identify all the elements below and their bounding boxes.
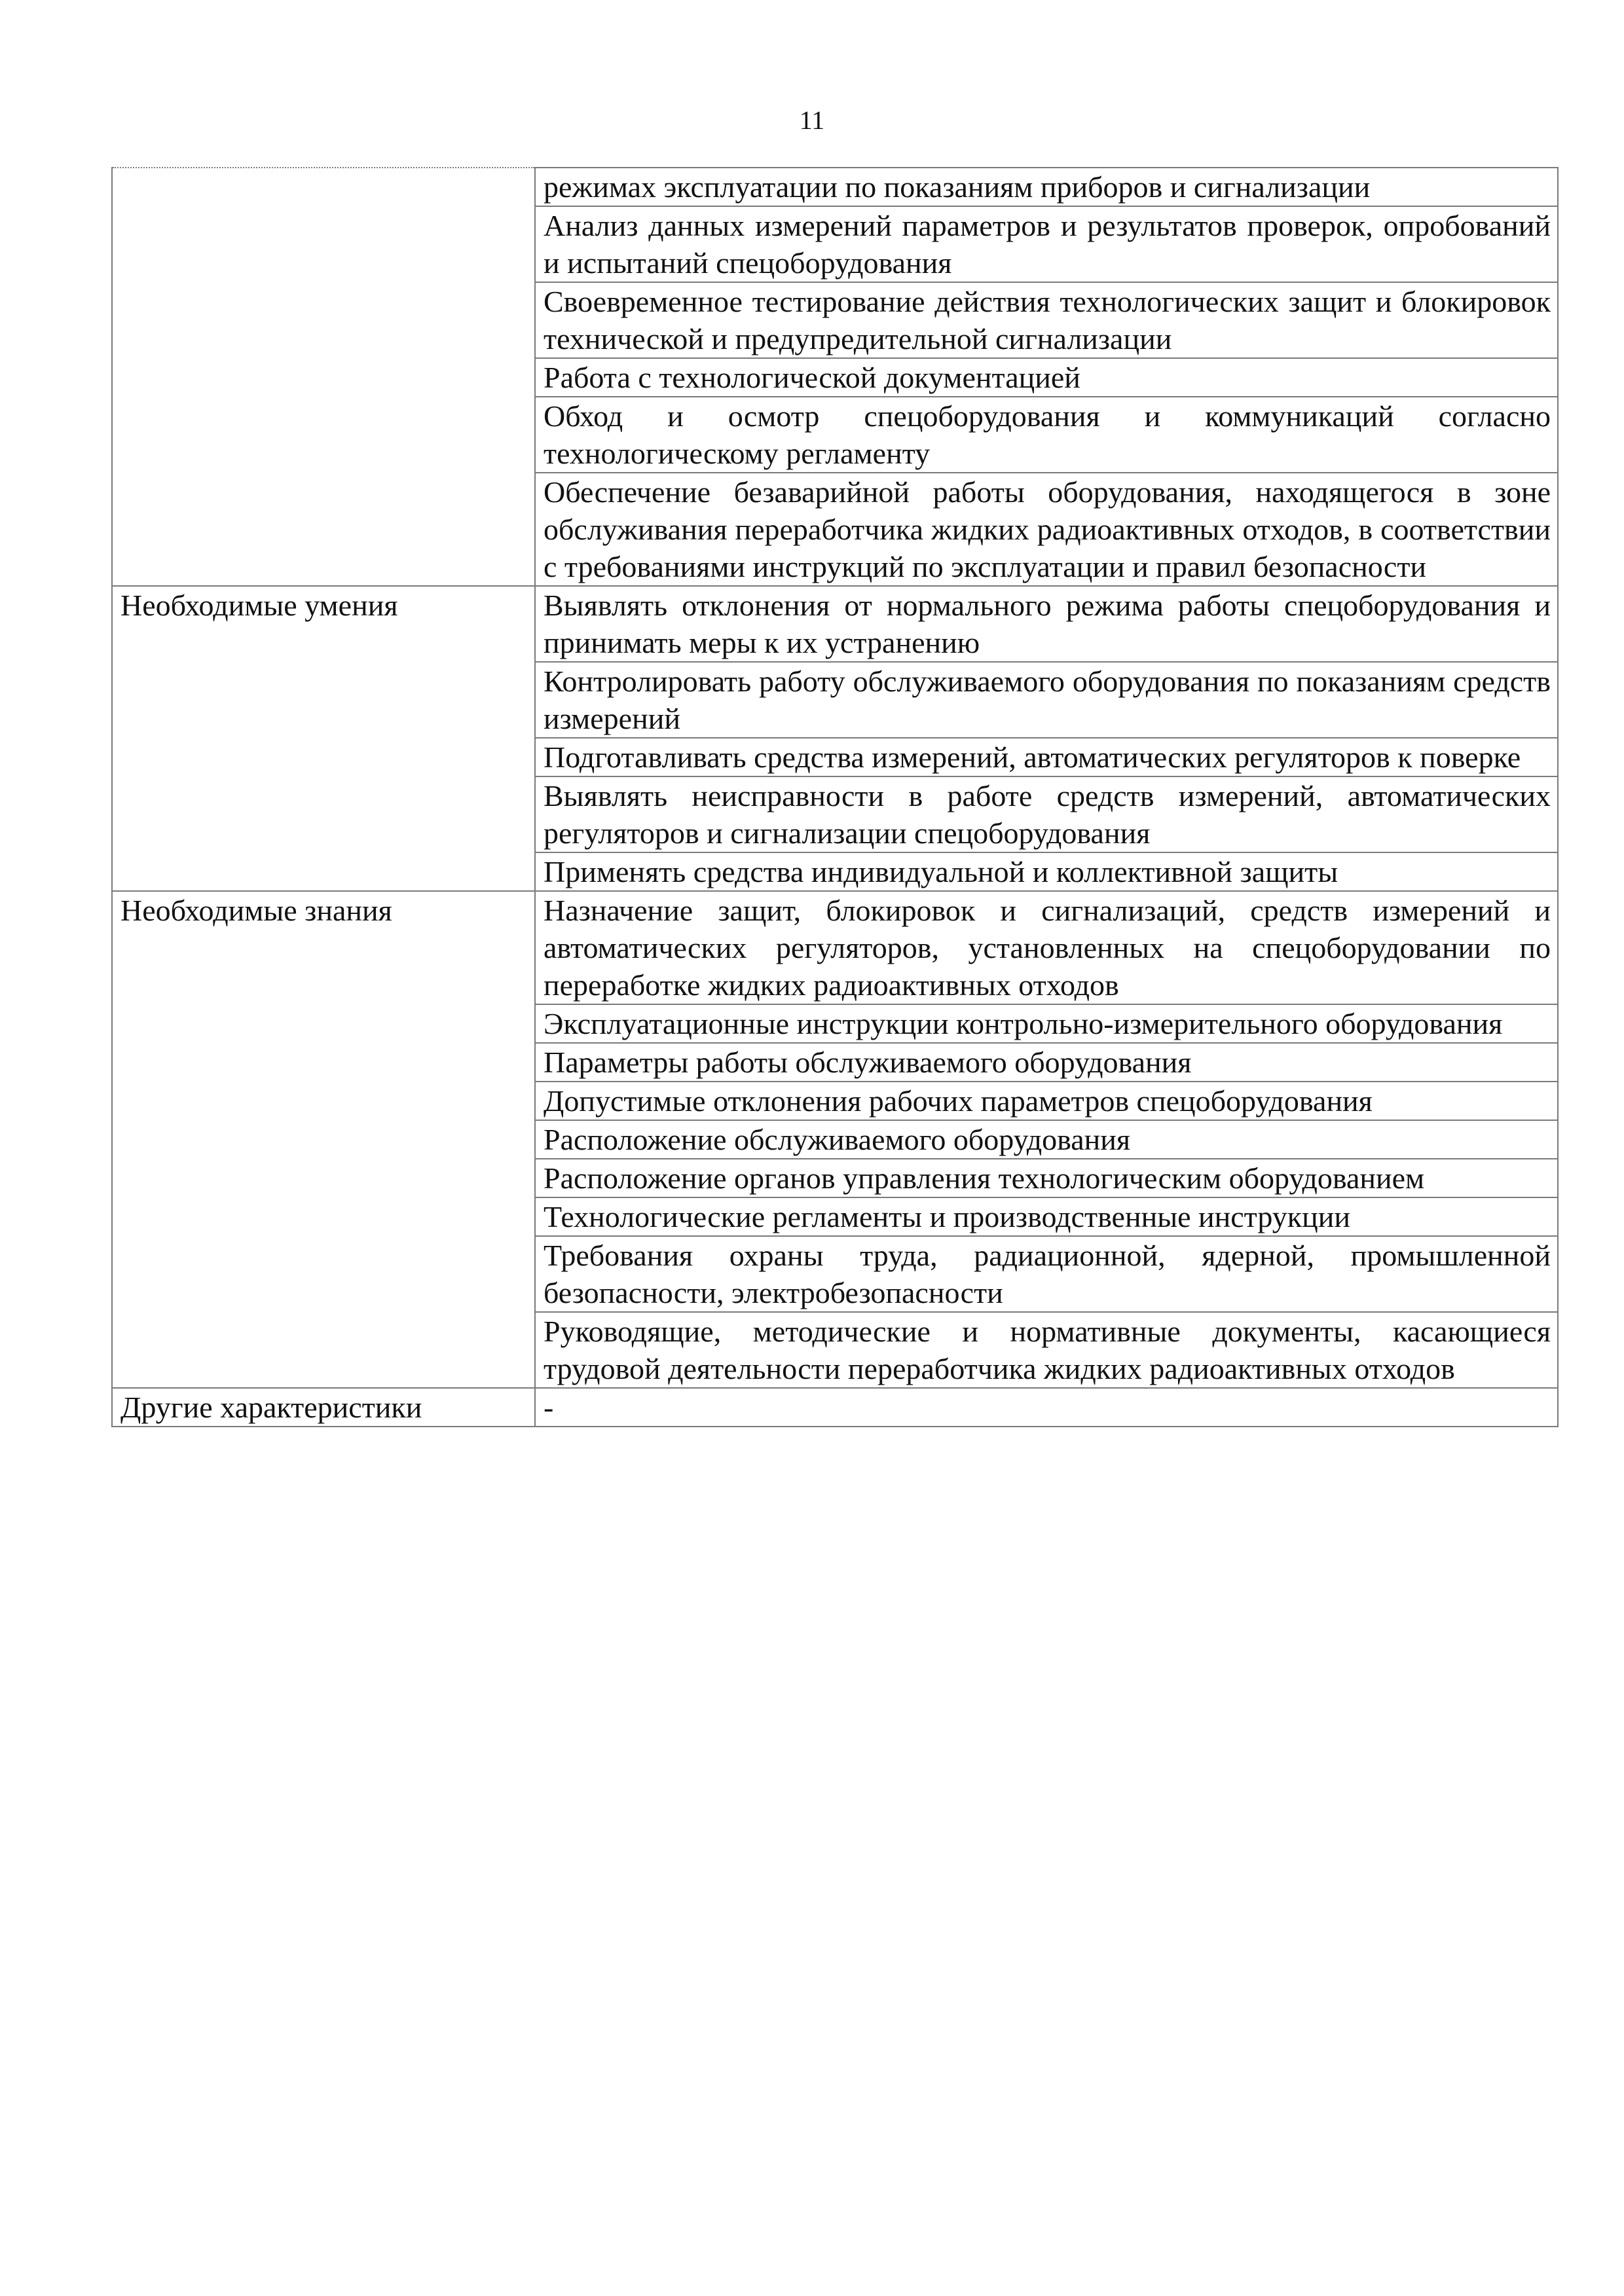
qualification-table (111, 167, 1559, 1427)
other-characteristics-label: Другие характеристики (112, 1388, 535, 1427)
knowledge-item: Расположение органов управления технологическим оборудованием (535, 1159, 1558, 1197)
knowledge-item: Допустимые отклонения рабочих параметров спецоборудования (535, 1082, 1558, 1120)
knowledge-item: Расположение обслуживаемого оборудования (535, 1120, 1558, 1159)
skill-item: Выявлять отклонения от нормального режима работы спецоборудования и принимать меры к их устранению (535, 586, 1558, 662)
labor-action-item: режимах эксплуатации по показаниям приборов и сигнализации (535, 168, 1558, 206)
skills-label: Необходимые умения (112, 586, 535, 891)
labor-action-item: Работа с технологической документацией (535, 358, 1558, 397)
page-number: 11 (799, 105, 825, 135)
labor-action-item: Обеспечение безаварийной работы оборудования, находящегося в зоне обслуживания переработчика жидких радиоактивных отходов, в соответствии с требованиями инструкций по эксплуатации и правил безопасности (535, 473, 1558, 586)
table-row (112, 1388, 1558, 1427)
knowledge-item: Назначение защит, блокировок и сигнализаций, средств измерений и автоматических регуляторов, установленных на спецоборудовании по переработке жидких радиоактивных отходов (535, 891, 1558, 1004)
labor-action-item: Своевременное тестирование действия технологических защит и блокировок технической и предупредительной сигнализации (535, 282, 1558, 358)
table-row (112, 168, 1558, 206)
skill-item: Выявлять неисправности в работе средств измерений, автоматических регуляторов и сигнализации спецоборудования (535, 776, 1558, 852)
other-characteristics-value: - (535, 1388, 1558, 1427)
skill-item: Контролировать работу обслуживаемого оборудования по показаниям средств измерений (535, 662, 1558, 738)
labor-action-item: Обход и осмотр спецоборудования и коммуникаций согласно технологическому регламенту (535, 397, 1558, 473)
knowledge-item: Руководящие, методические и нормативные документы, касающиеся трудовой деятельности переработчика жидких радиоактивных отходов (535, 1312, 1558, 1388)
labor-action-item: Анализ данных измерений параметров и результатов проверок, опробований и испытаний спецоборудования (535, 206, 1558, 282)
skill-item: Подготавливать средства измерений, автоматических регуляторов к поверке (535, 738, 1558, 776)
knowledge-item: Параметры работы обслуживаемого оборудования (535, 1043, 1558, 1082)
continuation-label-cell (112, 168, 535, 586)
table-row (112, 586, 1558, 662)
knowledge-item: Технологические регламенты и производственные инструкции (535, 1197, 1558, 1236)
table-row (112, 891, 1558, 1004)
knowledge-item: Требования охраны труда, радиационной, ядерной, промышленной безопасности, электробезопасности (535, 1236, 1558, 1312)
knowledge-label: Необходимые знания (112, 891, 535, 1388)
skill-item: Применять средства индивидуальной и коллективной защиты (535, 852, 1558, 891)
knowledge-item: Эксплуатационные инструкции контрольно-измерительного оборудования (535, 1004, 1558, 1043)
